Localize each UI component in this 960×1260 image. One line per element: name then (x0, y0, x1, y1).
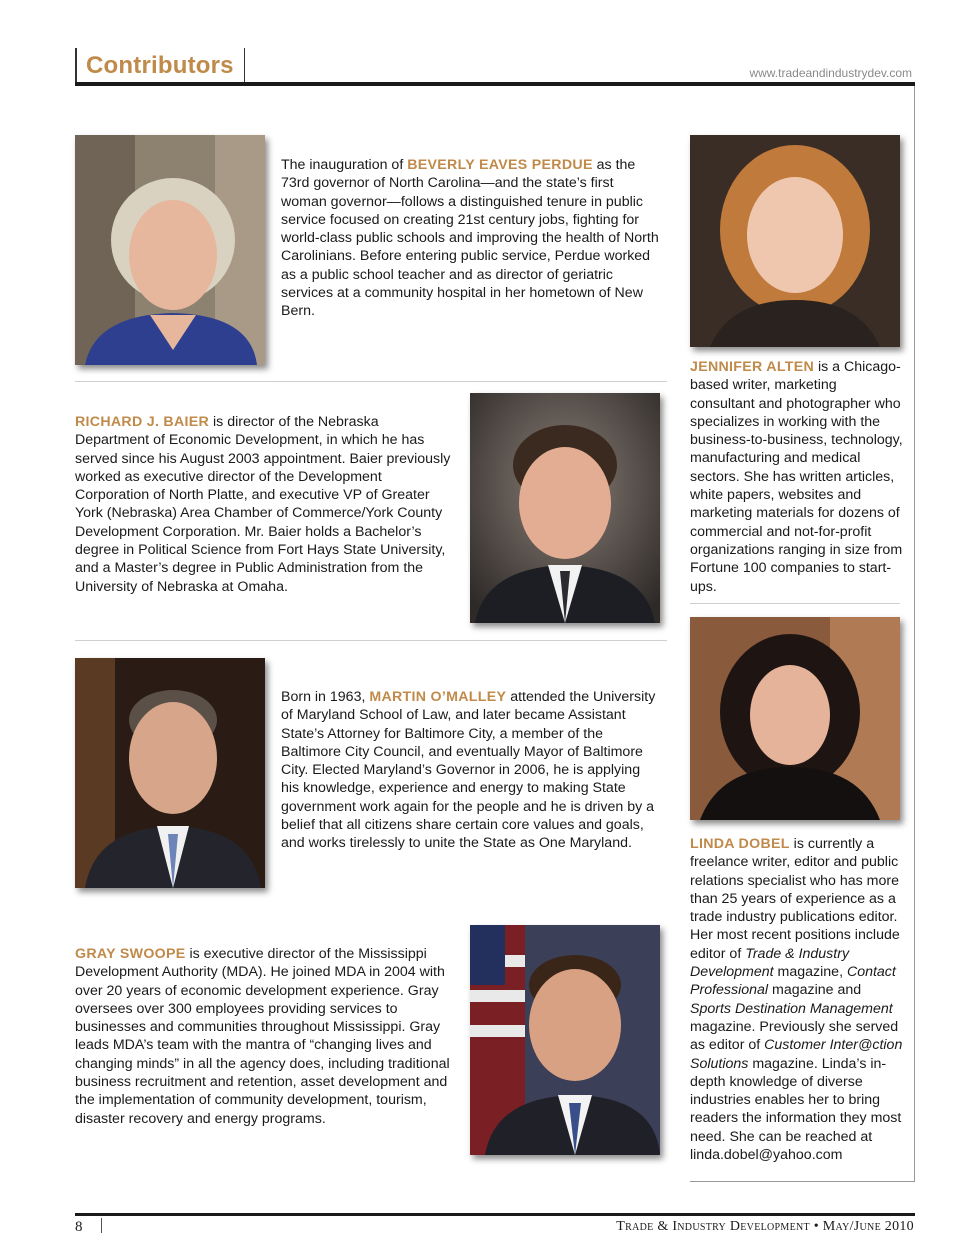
page-number: 8 (75, 1219, 83, 1235)
photo-beverly-perdue (75, 135, 265, 365)
photo-martin-omalley (75, 658, 265, 888)
website-url[interactable]: www.tradeandindustrydev.com (749, 66, 912, 80)
bottom-border-line (690, 1181, 915, 1182)
bio-martin-omalley: Born in 1963, MARTIN O’MALLEY attended the University of Maryland School of Law, and later became Assistant State’s Attorney for Baltimore City, a member of the Baltimore City Council, and eventually Mayor of Baltimore City. Elected Maryland’s Governor in 2006, he is applying his knowledge, experience and energy to making State government work again for the people and he is driven by a belief that all citizens share certain core values and goals, and works tirelessly to unite the State as One Maryland. (281, 689, 656, 852)
bio-gray-swoope: GRAY SWOOPE is executive director of the Mississippi Development Authority (MDA). He joined MDA in 2004 with over 20 years of economic development experience. Gray oversees over 300 employees providing services to businesses and communities throughout Mississippi. Gray leads MDA’s team with the mantra of “changing lives and changing minds” in all the agency does, including traditional business recruitment and retention, asset development and the implementation of community development, tourism, disaster recovery and energy programs. (75, 946, 450, 1127)
header-left-bar (75, 48, 77, 86)
photo-richard-baier (470, 393, 660, 623)
bio-beverly-perdue: The inauguration of BEVERLY EAVES PERDUE as the 73rd governor of North Carolina—and the state’s first woman governor—follows a distinguished tenure in public service focused on creating 21st century jobs, fighting for world-class public schools and improving the health of North Carolinians. Before entering public service, Perdue worked as a public school teacher and as director of geriatric services at a community hospital in her hometown of New Bern. (281, 157, 659, 320)
photo-gray-swoope (470, 925, 660, 1155)
header-rule (75, 82, 915, 86)
bio-linda-dobel: LINDA DOBEL is currently a freelance writer, editor and public relations specialist who has more than 25 years of experience as a trade industry publications editor. Her most recent positions include editor of Trade & Industry Development magazine, Contact Professional magazine and Sports Destination Management magazine. Previously she served as editor of Customer Inter@ction Solutions magazine. Linda’s in-depth knowledge of diverse industries enables her to bring readers the information they most need. She can be reached at linda.dobel@yahoo.com (690, 836, 903, 1164)
contributor-name: JENNIFER ALTEN (690, 359, 815, 375)
photo-jennifer-alten (690, 135, 900, 347)
footer-divider (101, 1218, 102, 1233)
bio-jennifer-alten: JENNIFER ALTEN is a Chicago-based writer, marketing consultant and photographer who specializes in working with the business-to-business, technology, manufacturing and medical sectors. She has written articles, white papers, websites and marketing materials for dozens of commercial and not-for-profit organizations ranging in size from Fortune 100 companies to start-ups. (690, 359, 903, 595)
bio-richard-baier: RICHARD J. BAIER is director of the Nebraska Department of Economic Development, in which he has served since his August 2003 appointment. Baier previously worked as executive director of the Development Corporation of North Platte, and executive VP of Greater York (Nebraska) Area Chamber of Commerce/York County Development Corporation. Mr. Baier holds a Bachelor’s degree in Political Science from Fort Hays State University, and a Master’s degree in Public Administration from the University of Nebraska at Omaha. (75, 414, 451, 595)
header-divider (244, 48, 245, 86)
section-divider (690, 603, 900, 604)
footer-rule (75, 1213, 915, 1216)
right-border-line (914, 86, 915, 1181)
contributor-name: BEVERLY EAVES PERDUE (407, 157, 593, 173)
photo-linda-dobel (690, 617, 900, 820)
contributor-name: GRAY SWOOPE (75, 946, 186, 962)
contributor-name: RICHARD J. BAIER (75, 414, 210, 430)
section-divider (75, 640, 667, 641)
contributor-name: LINDA DOBEL (690, 836, 790, 852)
section-divider (75, 381, 667, 382)
magazine-issue: Trade & Industry Development • May/June 2010 (616, 1219, 914, 1234)
contributor-name: MARTIN O’MALLEY (369, 689, 507, 705)
page-title: Contributors (86, 52, 234, 79)
